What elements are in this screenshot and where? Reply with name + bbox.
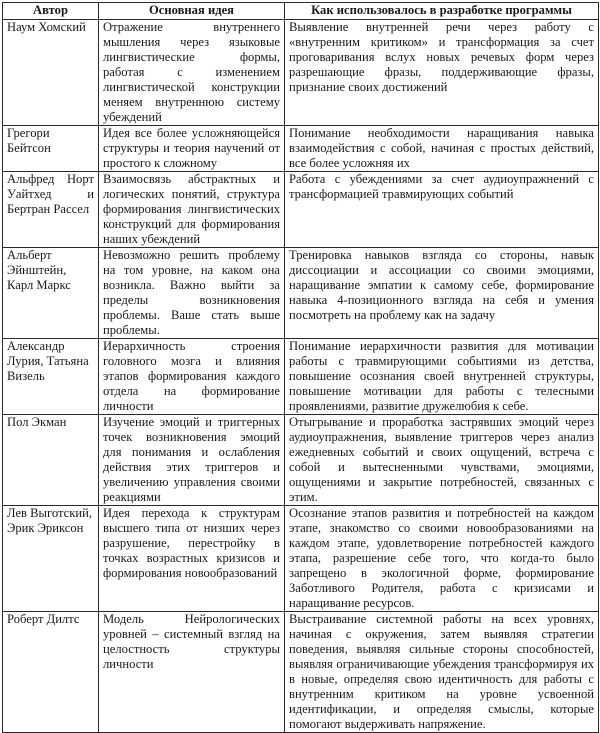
table-row <box>3 248 599 339</box>
usage-cell: Выстраивание системной работы на всех уровнях, начиная с окружения, затем выявляя стратегии поведения, выявляя сильные стороны способностей, выявляя ограничивающие убеждения трансформируя их в новые, определяя свою идентичность для работы с внутренним критиком на уровне усвоенной идентификации, и определяя смыслы, которые помогают выдерживать напряжение. <box>285 612 599 733</box>
header-program-usage: Как использовалось в разработке программы <box>285 3 599 20</box>
usage-cell: Осознание этапов развития и потребностей на каждом этапе, знакомство со своими новообразованиями на каждом этапе, удовлетворение потребностей каждого этапа, разрешение себе того, что когда-то было запрещено в экологичной форме, формирование Заботливого Родителя, работа с кризисами и наращивание ресурсов. <box>285 506 599 612</box>
author-cell: Лев Выготский, Эрик Эриксон <box>3 506 99 612</box>
author-cell: Александр Лурия, Татьяна Визель <box>3 339 99 415</box>
authors-ideas-table <box>2 2 599 733</box>
idea-cell: Идея все более усложняющейся структуры и теория научений от простого к сложному <box>99 126 285 172</box>
idea-cell: Невозможно решить проблему на том уровне, на каком она возникла. Важно выйти за пределы возникновения проблемы. Ваше стать выше проблемы. <box>99 248 285 339</box>
author-cell: Роберт Дилтс <box>3 612 99 733</box>
header-author: Автор <box>3 3 99 20</box>
usage-cell: Тренировка навыков взгляда со стороны, навык диссоциации и ассоциации со своими эмоциями, наращивание эмпатии к самому себе, формирование навыка 4-позиционного взгляда на себя и умения посмотреть на проблему как на задачу <box>285 248 599 339</box>
table-row <box>3 20 599 126</box>
table-row <box>3 339 599 415</box>
idea-cell: Идея перехода к структурам высшего типа от низших через разрушение, перестройку в точках возрастных кризисов и формирования новообразований <box>99 506 285 612</box>
author-cell: Наум Хомский <box>3 20 99 126</box>
header-main-idea: Основная идея <box>99 3 285 20</box>
usage-cell: Понимание иерархичности развития для мотивации работы с травмирующими событиями из детства, повышение осознания своей внутренней структуры, повышение мотивации для работы с телесными проявлениями, развитие дружелюбия к себе. <box>285 339 599 415</box>
table-row <box>3 506 599 612</box>
table-row <box>3 172 599 248</box>
idea-cell: Взаимосвязь абстрактных и логических понятий, структура формирования лингвистических конструкций для формирования наших убеждений <box>99 172 285 248</box>
table-header-row <box>3 3 599 20</box>
idea-cell: Иерархичность строения головного мозга и влияния этапов формирования каждого отдела на формирование личности <box>99 339 285 415</box>
author-cell: Альфред Норт Уайтхед и Бертран Рассел <box>3 172 99 248</box>
idea-cell: Отражение внутреннего мышления через языковые лингвистические формы, работая с изменением лингвистической конструкции меняем внутреннюю систему убеждений <box>99 20 285 126</box>
usage-cell: Отыгрывание и проработка застрявших эмоций через аудиоупражнения, выявление триггеров через анализ ежедневных событий и своих ощущений, встреча с собой и вытесненными чувствами, эмоциями, ощущениями и закрытие потребностей, связанных с этим. <box>285 415 599 506</box>
table-row <box>3 612 599 733</box>
idea-cell: Модель Нейрологических уровней – системный взгляд на целостность структуры личности <box>99 612 285 733</box>
table-row <box>3 415 599 506</box>
usage-cell: Понимание необходимости наращивания навыка взаимодействия с собой, начиная с простых действий, все более усложняя их <box>285 126 599 172</box>
author-cell: Грегори Бейтсон <box>3 126 99 172</box>
usage-cell: Выявление внутренней речи через работу с «внутренним критиком» и трансформация за счет проговаривания вслух новых речевых форм через разрешающие фразы, поддерживающие фразы, признание своих достижений <box>285 20 599 126</box>
document-page <box>2 2 598 733</box>
author-cell: Альберт Эйнштейн, Карл Маркс <box>3 248 99 339</box>
author-cell: Пол Экман <box>3 415 99 506</box>
usage-cell: Работа с убеждениями за счет аудиоупражнений с трансформацией травмирующих событий <box>285 172 599 248</box>
idea-cell: Изучение эмоций и триггерных точек возникновения эмоций для понимания и ослабления действия этих триггеров и увеличению управления своими реакциями <box>99 415 285 506</box>
table-row <box>3 126 599 172</box>
